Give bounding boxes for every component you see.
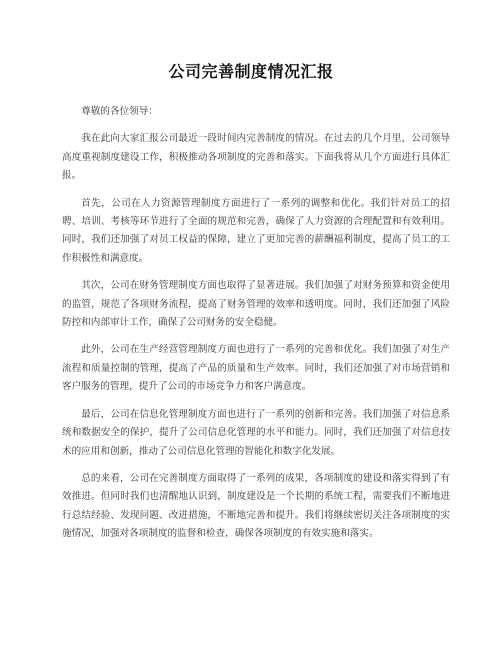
salutation: 尊敬的各位领导： xyxy=(81,106,158,117)
paragraph-summary: 总的来看，公司在完善制度方面取得了一系列的成果，各项制度的建设和落实得到了有效推进。但同时我们也清醒地认识到，制度建设是一个长期的系统工程，需要我们不断地进行总结经验、发现问题、改进措施，不断地完善和提升。我们将继续密切关注各项制度的实施情况，加强对各项制度的监督和检查，确保各项制度的有效实施和落实。 xyxy=(62,472,450,540)
paragraph-intro: 我在此向大家汇报公司最近一段时间内完善制度的情况。在过去的几个月里，公司领导高度重视制度建设工作，积极推动各项制度的完善和落实。下面我将从几个方面进行具体汇报。 xyxy=(62,133,450,182)
paragraph-it-system: 最后，公司在信息化管理制度方面也进行了一系列的创新和完善。我们加强了对信息系统和数据安全的保护，提升了公司信息化管理的水平和能力。同时，我们还加强了对信息技术的应用和创新，推动了公司信息化管理的智能化和数字化发展。 xyxy=(62,408,450,457)
document-body xyxy=(62,103,450,553)
paragraph-finance-system: 其次，公司在财务管理制度方面也取得了显著进展。我们加强了对财务预算和资金使用的监管，规范了各项财务流程，提高了财务管理的效率和透明度。同时，我们还加强了风险防控和内部审计工作，确保了公司财务的安全稳健。 xyxy=(62,280,450,329)
paragraph-production-system: 此外，公司在生产经营管理制度方面也进行了一系列的完善和优化。我们加强了对生产流程和质量控制的管理，提高了产品的质量和生产效率。同时，我们还加强了对市场营销和客户服务的管理，提升了公司的市场竞争力和客户满意度。 xyxy=(62,344,450,393)
document-title: 公司完善制度情况汇报 xyxy=(168,62,334,81)
paragraph-hr-system: 首先，公司在人力资源管理制度方面进行了一系列的调整和优化。我们针对员工的招聘、培训、考核等环节进行了全面的规范和完善，确保了人力资源的合理配置和有效利用。同时，我们还加强了对员工权益的保障，建立了更加完善的薪酬福利制度，提高了员工的工作积极性和满意度。 xyxy=(62,197,450,264)
